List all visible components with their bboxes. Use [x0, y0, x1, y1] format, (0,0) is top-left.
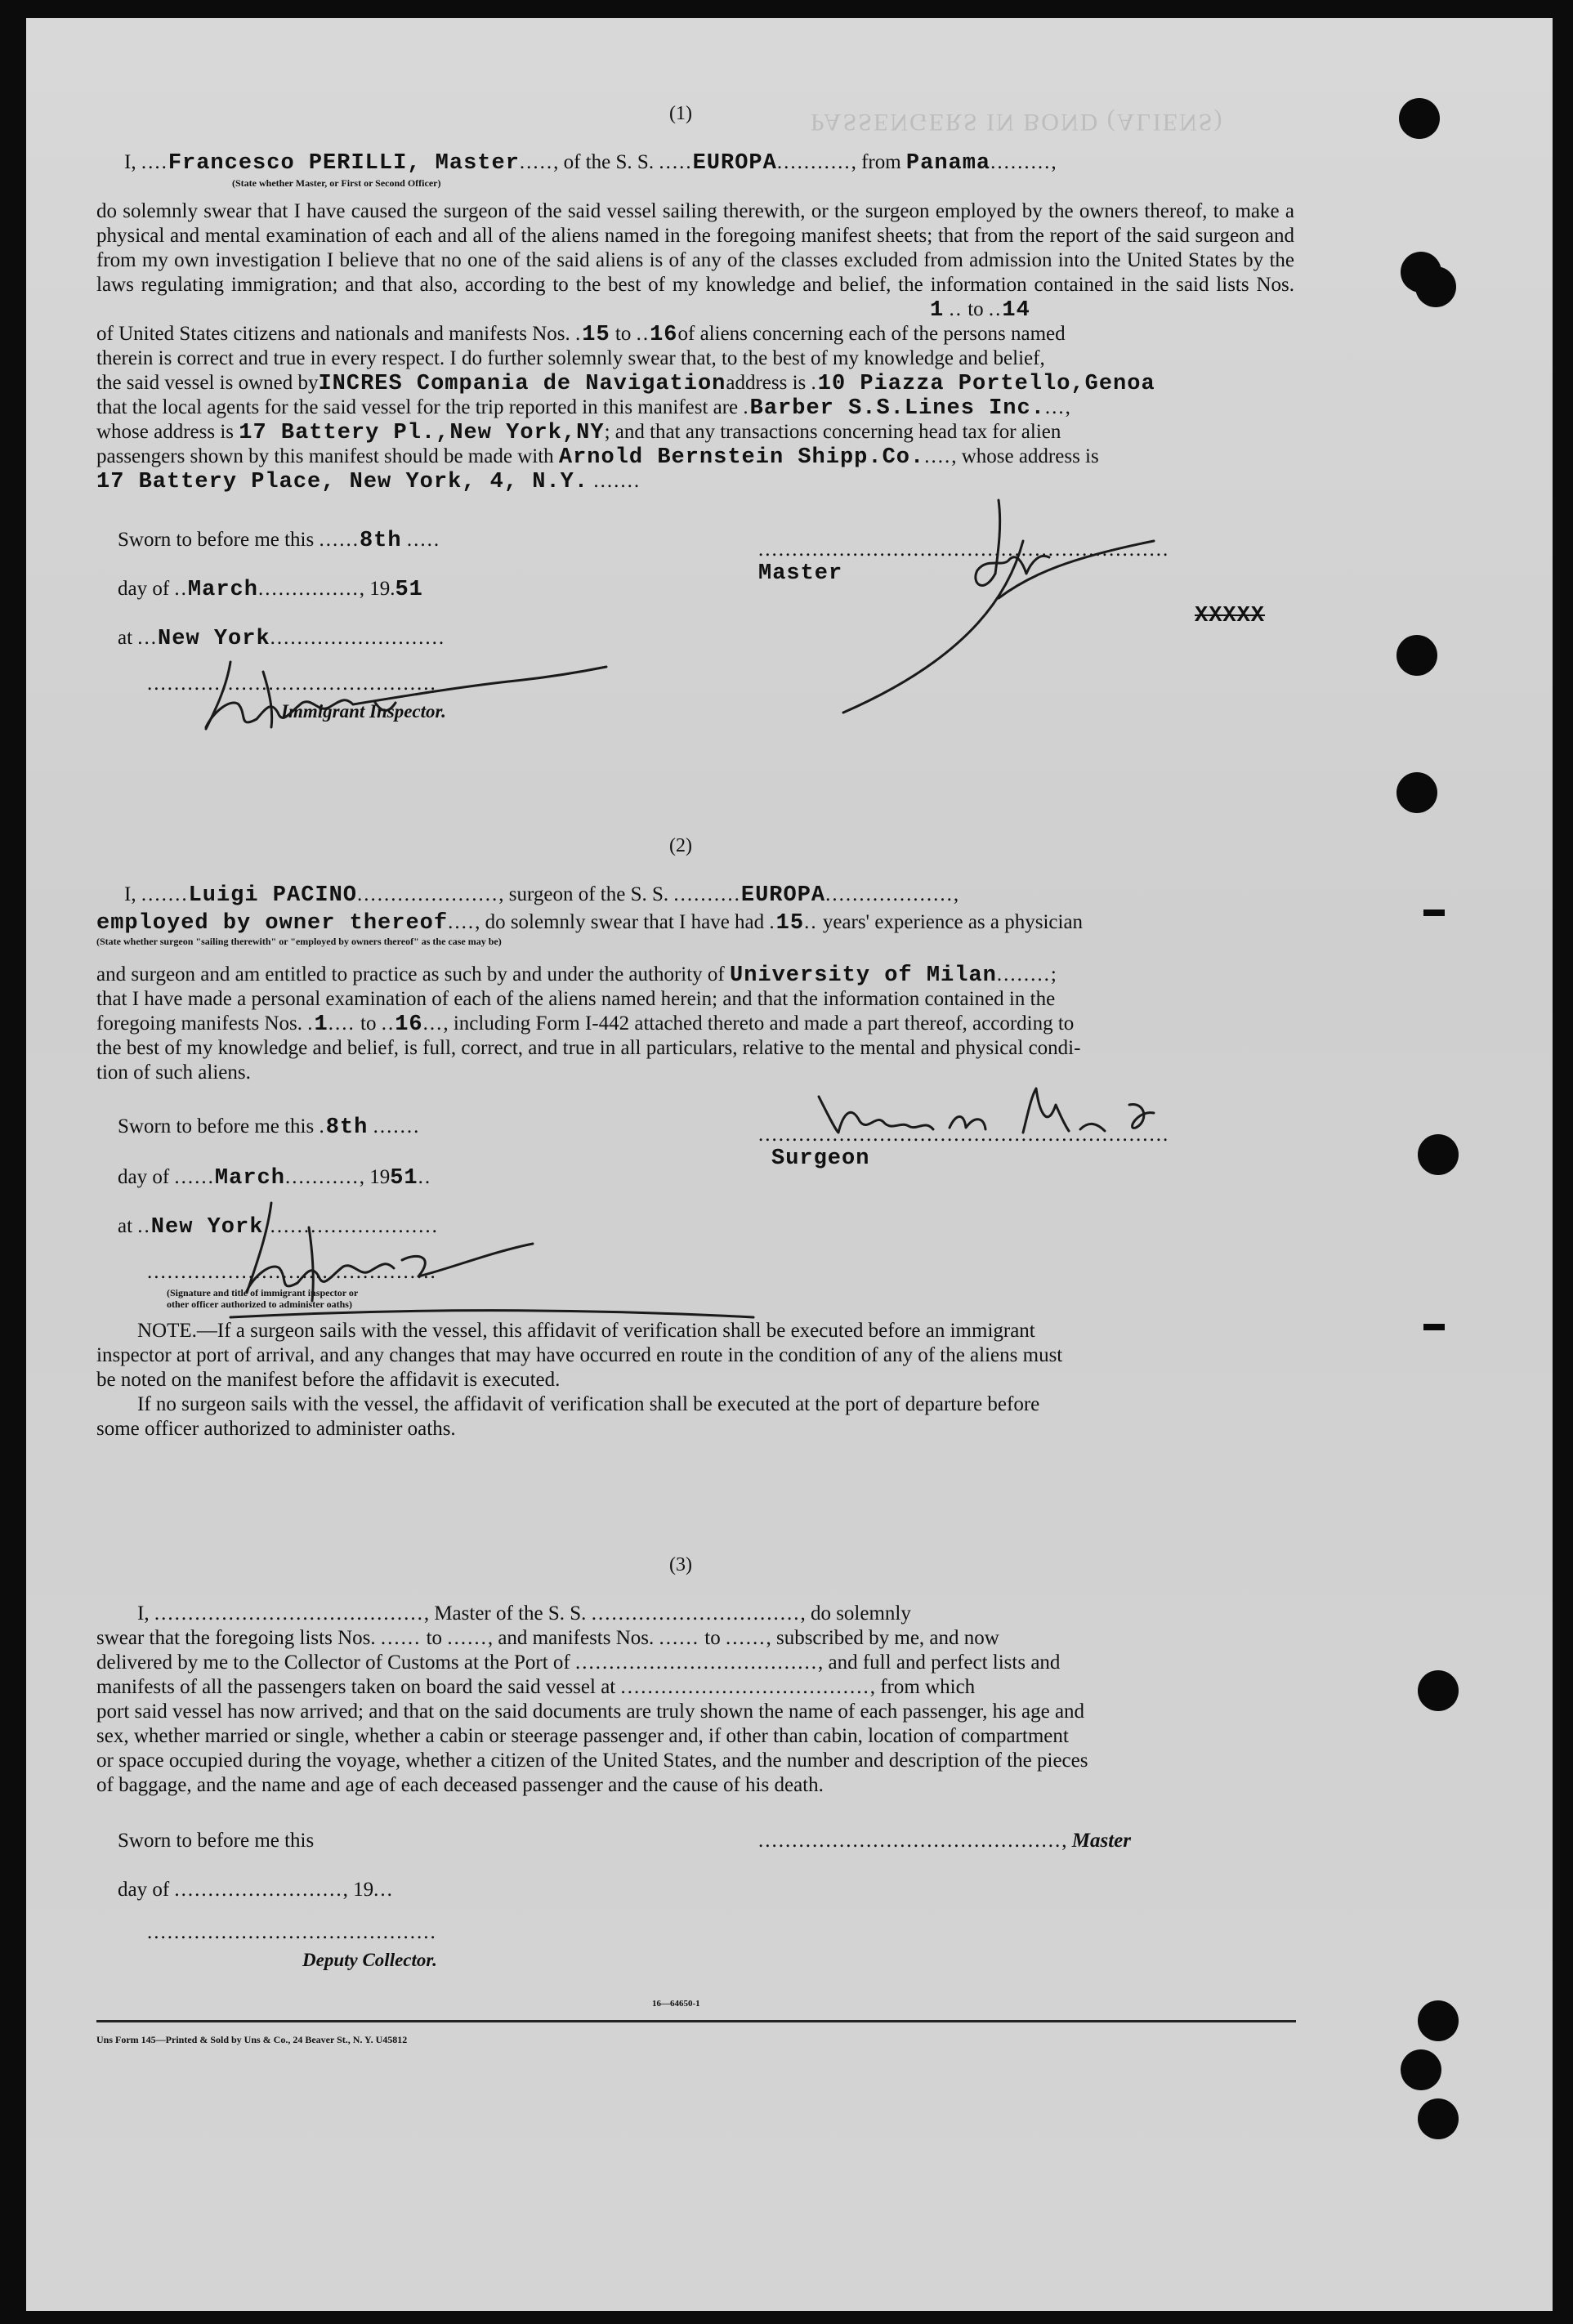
s1-line-8: therein is correct and true in every respect. I do further solemnly swear that, to the best of my knowledge and belief, [96, 347, 1045, 369]
s2-sworn-line: Sworn to before me this .8th ....... [118, 1115, 421, 1140]
punch-hole [1418, 1670, 1459, 1711]
s3-line-2: swear that the foregoing lists Nos. ...... to ......, and manifests Nos. ...... to ......, subscribed by me, and now [96, 1627, 999, 1649]
officer-signature [222, 1195, 762, 1334]
s2-day-line: day of ......March..........., 1951.. [118, 1166, 432, 1191]
tax-address-field: 17 Battery Place, New York, 4, N.Y. [96, 470, 589, 494]
s1-line-13: 17 Battery Place, New York, 4, N.Y. ....... [96, 470, 641, 494]
punch-hole [1418, 2098, 1459, 2139]
signature-note-1: (Signature and title of immigrant inspector or [167, 1287, 359, 1298]
s2-at-line: at ..New York.......................... [118, 1215, 439, 1240]
master-name-field: Francesco PERILLI, Master [168, 151, 520, 176]
s3-master-line: ............................................., Master [758, 1830, 1131, 1852]
owner-address-field: 10 Piazza Portello,Genoa [817, 372, 1155, 396]
employment-field: employed by owner thereof [96, 911, 449, 936]
employment-note: (State whether surgeon "sailing therewith" or "employed by owners thereof" as the case may be) [96, 936, 502, 947]
note-line-2: inspector at port of arrival, and any changes that may have occurred en route in the condition of any of the aliens must [96, 1344, 1063, 1366]
s3-line-1: I, ........................................, Master of the S. S. ..............................., do solemnly [137, 1602, 911, 1625]
s3-line-6: sex, whether married or single, whether a cabin or steerage passenger and, if other than cabin, location of compartment [96, 1725, 1069, 1747]
surgeon-signature-line: ............................................................. [758, 1124, 1170, 1146]
section-number: (1) [669, 103, 692, 124]
s1-line-1: I, ....Francesco PERILLI, Master....., of the S. S. .....EUROPA..........., from Panama........., [124, 151, 1057, 176]
punch-hole [1418, 2000, 1459, 2041]
s2-line-7: tion of such aliens. [96, 1061, 251, 1084]
punch-hole [1396, 635, 1437, 676]
surgeon-label: Surgeon [771, 1146, 870, 1171]
s2-line-5: foregoing manifests Nos. .1.... to ..16..., including Form I-442 attached thereto and made a part thereof, according to [96, 1012, 1075, 1037]
officer-note: (State whether Master, or First or Second Officer) [232, 177, 441, 189]
inspector-signature [181, 623, 639, 753]
s1-day-line: day of ..March..............., 19.51 [118, 578, 423, 602]
s1-line-11: whose address is 17 Battery Pl.,New York,NY; and that any transactions concerning head tax for alien [96, 421, 1061, 445]
note-line-1: NOTE.—If a surgeon sails with the vessel, this affidavit of verification shall be executed before an immigrant [137, 1320, 1035, 1342]
master-signature-line: ............................................................. [758, 539, 1170, 561]
s1-line-12: passengers shown by this manifest should be made with Arnold Bernstein Shipp.Co....., whose address is [96, 445, 1099, 470]
port-from-field: Panama [905, 151, 991, 176]
s3-line-8: of baggage, and the name and age of each deceased passenger and the cause of his death. [96, 1774, 824, 1796]
s2-line-4: that I have made a personal examination of each of the aliens named herein; and that the information contained in the [96, 988, 1056, 1010]
s3-line-3: delivered by me to the Collector of Customs at the Port of ...................................., and full and perfect lists and [96, 1651, 1061, 1674]
punch-hole [1396, 772, 1437, 813]
tax-agent-field: Arnold Bernstein Shipp.Co. [558, 445, 925, 470]
s3-day-line: day of ........................., 19... [118, 1879, 394, 1901]
s1-line-7: 1 .. to ..14 of United States citizens and nationals and manifests Nos. .15 to ..16of aliens concerning each of the persons named [96, 298, 1066, 347]
officer-signature-line: ........................................... [147, 1261, 437, 1283]
agents-address-field: 17 Battery Pl.,New York,NY [239, 421, 605, 445]
collector-signature-line: ........................................... [147, 1921, 437, 1943]
s3-line-4: manifests of all the passengers taken on board the said vessel at ....................................., from which [96, 1676, 976, 1698]
punch-hole [1401, 2049, 1441, 2090]
footer-rule [96, 2020, 1296, 2022]
s2-line-2: employed by owner thereof...., do solemnly swear that I have had .15.. years' experience as a physician [96, 911, 1084, 936]
s3-line-5: port said vessel has now arrived; and that on the said documents are truly shown the name of each passenger, his age and [96, 1701, 1085, 1723]
s2-line-1: I, .......Luigi PACINO....................., surgeon of the S. S. ..........EUROPA..................., [124, 883, 959, 908]
s1-sworn-line: Sworn to before me this ......8th ..... [118, 529, 441, 553]
s1-at-line: at ...New York.......................... [118, 627, 446, 651]
s3-sworn-line: Sworn to before me this [118, 1830, 315, 1852]
punch-hole [1418, 1134, 1459, 1175]
surgeon-name-field: Luigi PACINO [188, 883, 358, 908]
note-line-3: be noted on the manifest before the affidavit is executed. [96, 1369, 561, 1391]
punch-hole [1415, 266, 1456, 307]
master-signature [827, 492, 1170, 721]
signature-note-2: other officer authorized to administer oaths) [167, 1298, 352, 1310]
form-code: 16—64650-1 [652, 1999, 700, 2009]
printer-imprint: Uns Form 145—Printed & Sold by Uns & Co., 24 Beaver St., N. Y. U45812 [96, 2034, 408, 2045]
section-number: (2) [669, 835, 692, 856]
struck-out-text: XXXXX [1195, 604, 1266, 628]
document-page [26, 18, 1553, 2311]
collector-label: Deputy Collector. [302, 1950, 437, 1970]
s1-line-10: that the local agents for the said vessel for the trip reported in this manifest are .Barber S.S.Lines Inc...., [96, 396, 1070, 421]
vessel-name-field: EUROPA [692, 151, 777, 176]
binding-mark [1423, 909, 1445, 916]
inspector-label: Immigrant Inspector. [281, 701, 446, 722]
authority-field: University of Milan [730, 963, 997, 988]
inspector-signature-line: ........................................... [147, 673, 437, 695]
punch-hole [1399, 98, 1440, 139]
s1-paragraph: do solemnly swear that I have caused the surgeon of the said vessel sailing therewith, or the surgeon employed by the owners thereof, to make a physical and mental examination of each and all of the aliens named in the foregoing manifest sheets; that from the report of the said surgeon and from my own investigation I believe that no one of the said aliens is of any of the classes excluded from admission into the United States by the laws regulating immigration; and that also, according to the best of my knowledge and belief, the information contained in the said lists Nos. [96, 200, 1294, 296]
binding-mark [1423, 1324, 1445, 1330]
s3-line-7: or space occupied during the voyage, whether a citizen of the United States, and the number and description of the pieces [96, 1750, 1088, 1772]
s2-line-3: and surgeon and am entitled to practice as such by and under the authority of University of Milan........; [96, 963, 1057, 988]
owner-field: INCRES Compania de Navigation [318, 372, 726, 396]
s1-line-9: the said vessel is owned byINCRES Compania de Navigationaddress is .10 Piazza Portello,Genoa [96, 372, 1155, 396]
section-number: (3) [669, 1554, 692, 1575]
note-line-5: some officer authorized to administer oaths. [96, 1418, 456, 1440]
s2-line-6: the best of my knowledge and belief, is full, correct, and true in all particulars, relative to the mental and physical condi- [96, 1037, 1081, 1059]
vessel-name-field: EUROPA [740, 883, 826, 908]
master-label: Master [758, 561, 843, 586]
agents-field: Barber S.S.Lines Inc. [749, 396, 1045, 421]
surgeon-signature [811, 1080, 1252, 1146]
bleed-through-text: PASSENGERS IN BOND (ALIENS) [811, 109, 1224, 136]
note-line-4: If no surgeon sails with the vessel, the affidavit of verification shall be executed at the port of departure before [137, 1393, 1040, 1415]
